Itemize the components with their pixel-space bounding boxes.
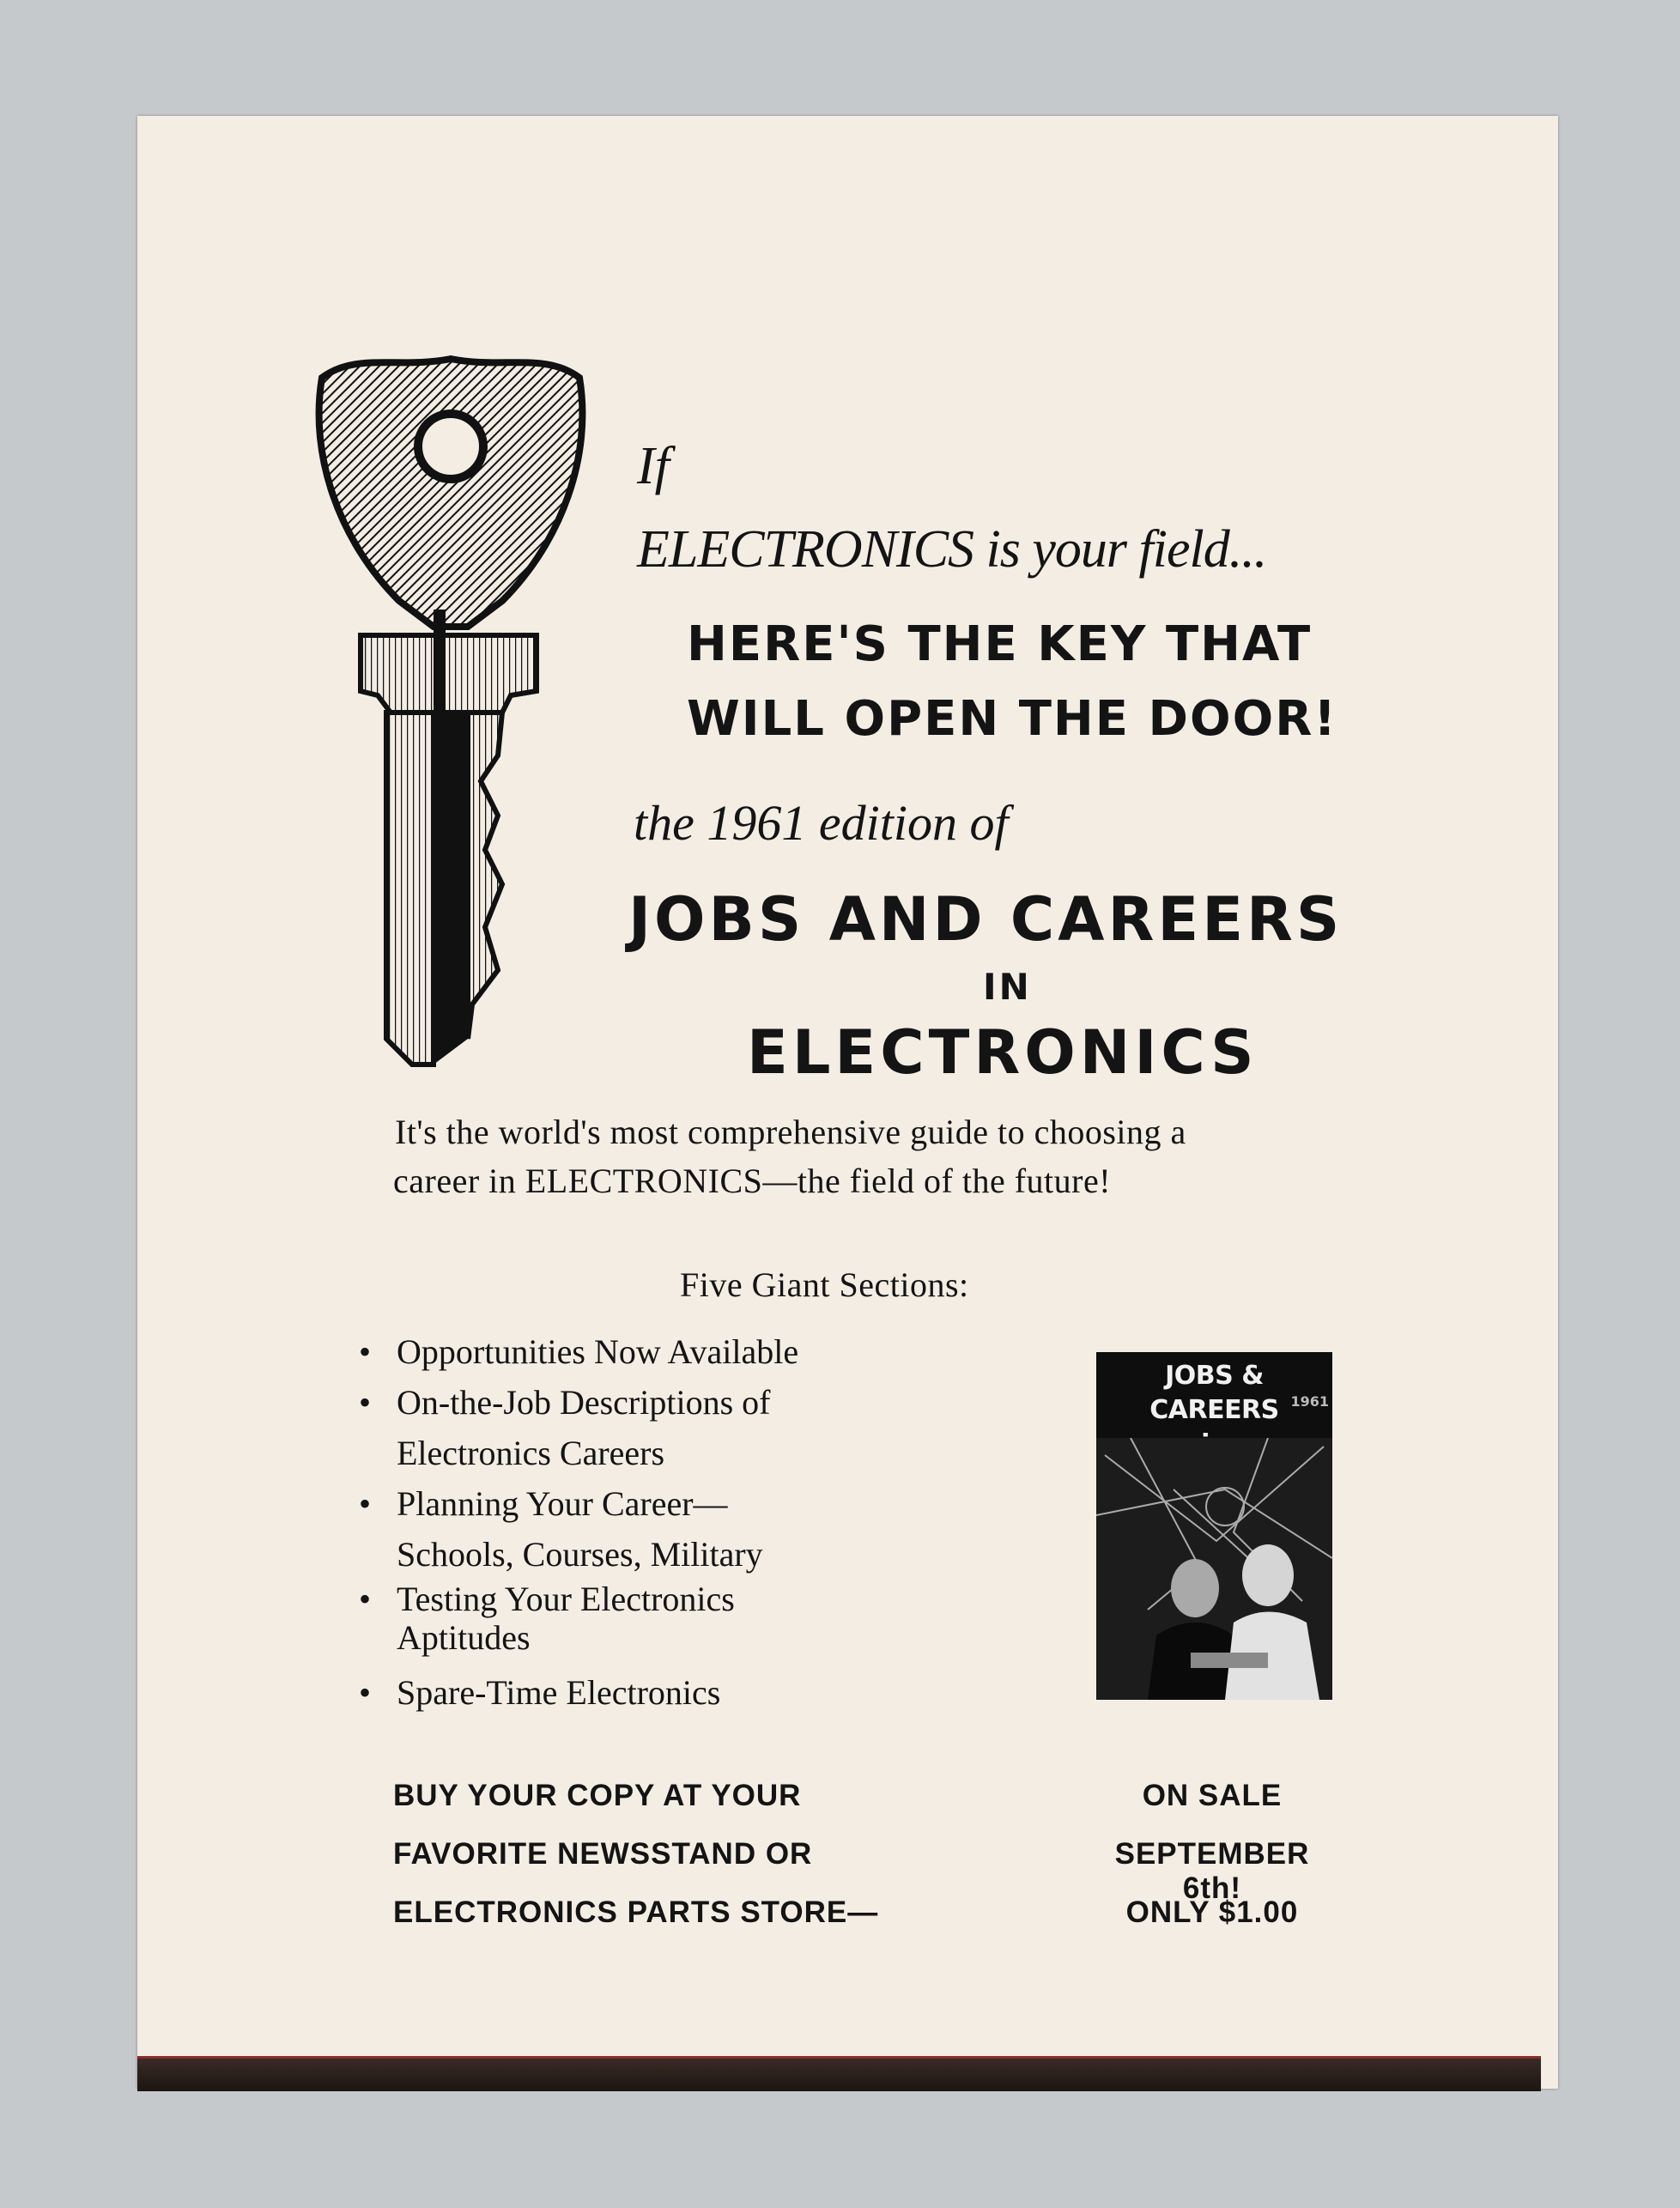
book-spine-edge	[137, 2056, 1541, 2091]
headline-field-line: ELECTRONICS is your field...	[637, 520, 1267, 579]
list-item: • On-the-Job Descriptions of Electronics Careers	[359, 1377, 960, 1478]
footer-right-line-2: SEPTEMBER 6th!	[1114, 1837, 1310, 1905]
list-item: • Testing Your Electronics Aptitudes	[359, 1580, 960, 1657]
list-item: • Spare-Time Electronics	[359, 1667, 960, 1718]
list-item: • Planning Your Career— Schools, Courses, Military	[359, 1478, 960, 1580]
footer-left-line-2: FAVORITE NEWSSTAND OR	[393, 1837, 813, 1871]
headline-key-line-1: HERE'S THE KEY THAT	[687, 616, 1313, 672]
book-title-line-1: JOBS AND CAREERS	[628, 884, 1343, 955]
description-line-1: It's the world's most comprehensive guide to choosing a	[395, 1113, 1186, 1151]
headline-key-line-2: WILL OPEN THE DOOR!	[687, 691, 1337, 747]
list-item: • Opportunities Now Available	[359, 1326, 960, 1377]
thumbnail-title: JOBS & CAREERS	[1149, 1361, 1279, 1425]
sections-heading: Five Giant Sections:	[680, 1265, 969, 1304]
book-title-line-2: IN	[983, 966, 1032, 1008]
thumbnail-year: 1961	[1290, 1393, 1329, 1410]
sections-list	[359, 1326, 960, 1718]
footer-left-line-1: BUY YOUR COPY AT YOUR	[393, 1779, 802, 1812]
book-title-line-3: ELECTRONICS	[747, 1017, 1258, 1088]
description-line-2: career in ELECTRONICS—the field of the future!	[393, 1162, 1112, 1200]
footer-right-line-1: ON SALE	[1142, 1779, 1283, 1812]
headline-edition-line: the 1961 edition of	[634, 795, 1009, 851]
book-cover-thumbnail	[1096, 1352, 1332, 1700]
footer-left-line-3: ELECTRONICS PARTS STORE—	[393, 1896, 879, 1929]
key-icon	[305, 352, 597, 1073]
footer-right-line-3: ONLY $1.00	[1125, 1896, 1299, 1929]
thumbnail-photo	[1096, 1438, 1332, 1700]
headline-if: If	[637, 437, 670, 495]
